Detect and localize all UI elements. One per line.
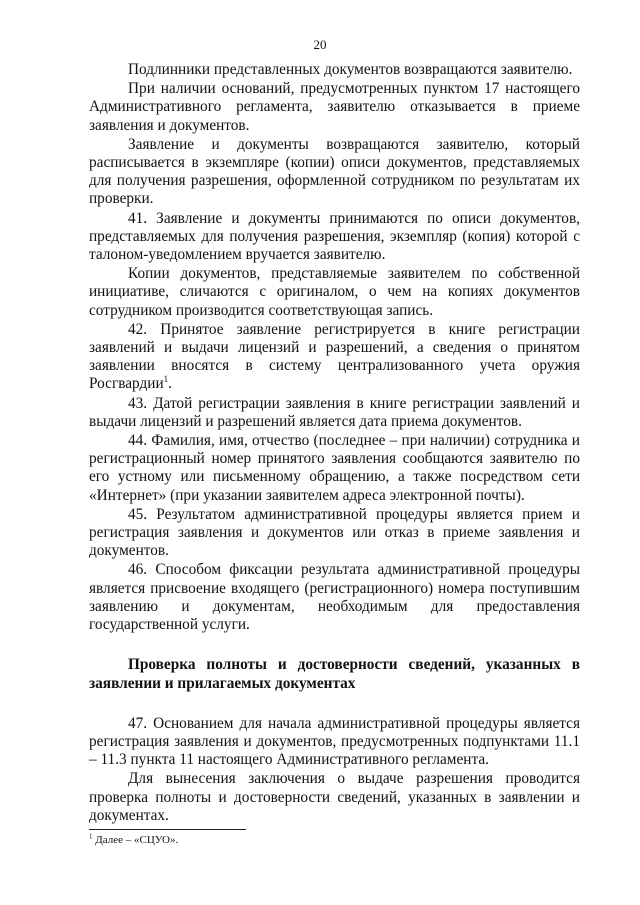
footnote-text: Далее – «СЦУО».: [92, 834, 179, 846]
paragraph-originals-returned: Подлинники представленных документов возвращаются заявителю.: [128, 61, 573, 78]
paragraph-41: 41. Заявление и документы принимаются по описи документов, представляемых для получения разрешения, экземпляр (копия) которой с талоном-уведомлением вручается заявителю.: [89, 209, 580, 264]
footnote: [89, 834, 178, 846]
paragraph-43: 43. Датой регистрации заявления в книге регистрации заявлений и выдачи лицензий и разрешений является дата приема документов.: [89, 394, 580, 430]
paragraph-42: [89, 321, 580, 394]
section-heading: Проверка полноты и достоверности сведений, указанных в заявлении и прилагаемых документах: [89, 656, 580, 692]
paragraph-47: 47. Основанием для начала административной процедуры является регистрация заявления и документов, предусмотренных подпунктами 11.1 – 11.3 пункта 11 настоящего Административного регламента.: [89, 714, 580, 769]
paragraph-42-end: .: [168, 375, 172, 393]
footnote-separator: [89, 829, 246, 830]
paragraph-verification: Для вынесения заключения о выдаче разрешения проводится проверка полноты и достоверности сведений, указанных в заявлении и документах.: [89, 770, 580, 824]
document-body: [89, 61, 580, 826]
paragraph-documents-returned: Заявление и документы возвращаются заявителю, который расписывается в экземпляре (копии) описи документов, представляемых для получения разрешения, оформленной сотрудником по результатам их проверки.: [89, 135, 580, 208]
page-number: 20: [313, 37, 327, 52]
paragraph-copies-verified: Копии документов, представляемые заявителем по собственной инициативе, сличаются с оригиналом, о чем на копиях документов сотрудником производится соответствующая запись.: [89, 265, 580, 319]
footnote-mark: 1: [89, 832, 93, 841]
paragraph-refusal-grounds: При наличии оснований, предусмотренных пунктом 17 настоящего Административного регламента, заявителю отказывается в приеме заявления и документов.: [89, 80, 580, 134]
footnote-reference: 1: [163, 374, 169, 385]
paragraph-42-text: 42. Принятое заявление регистрируется в книге регистрации заявлений и выдачи лицензий и разрешений, а сведения о принятом заявлении вносятся в систему централизованного учета оружия Росгвардии: [89, 320, 580, 393]
paragraph-44: 44. Фамилия, имя, отчество (последнее – при наличии) сотрудника и регистрационный номер принятого заявления сообщаются заявителю по его устному или письменному обращению, а также посредством сети «Интернет» (при указании заявителем адреса электронной почты).: [89, 432, 580, 504]
paragraph-46: 46. Способом фиксации результата административной процедуры является присвоение входящего (регистрационного) номера поступившим заявлению и документам, необходимым для предоставления государственной услуги.: [89, 561, 580, 634]
paragraph-45: 45. Результатом административной процедуры является прием и регистрация заявления и документов или отказ в приеме заявления и документов.: [89, 505, 580, 560]
